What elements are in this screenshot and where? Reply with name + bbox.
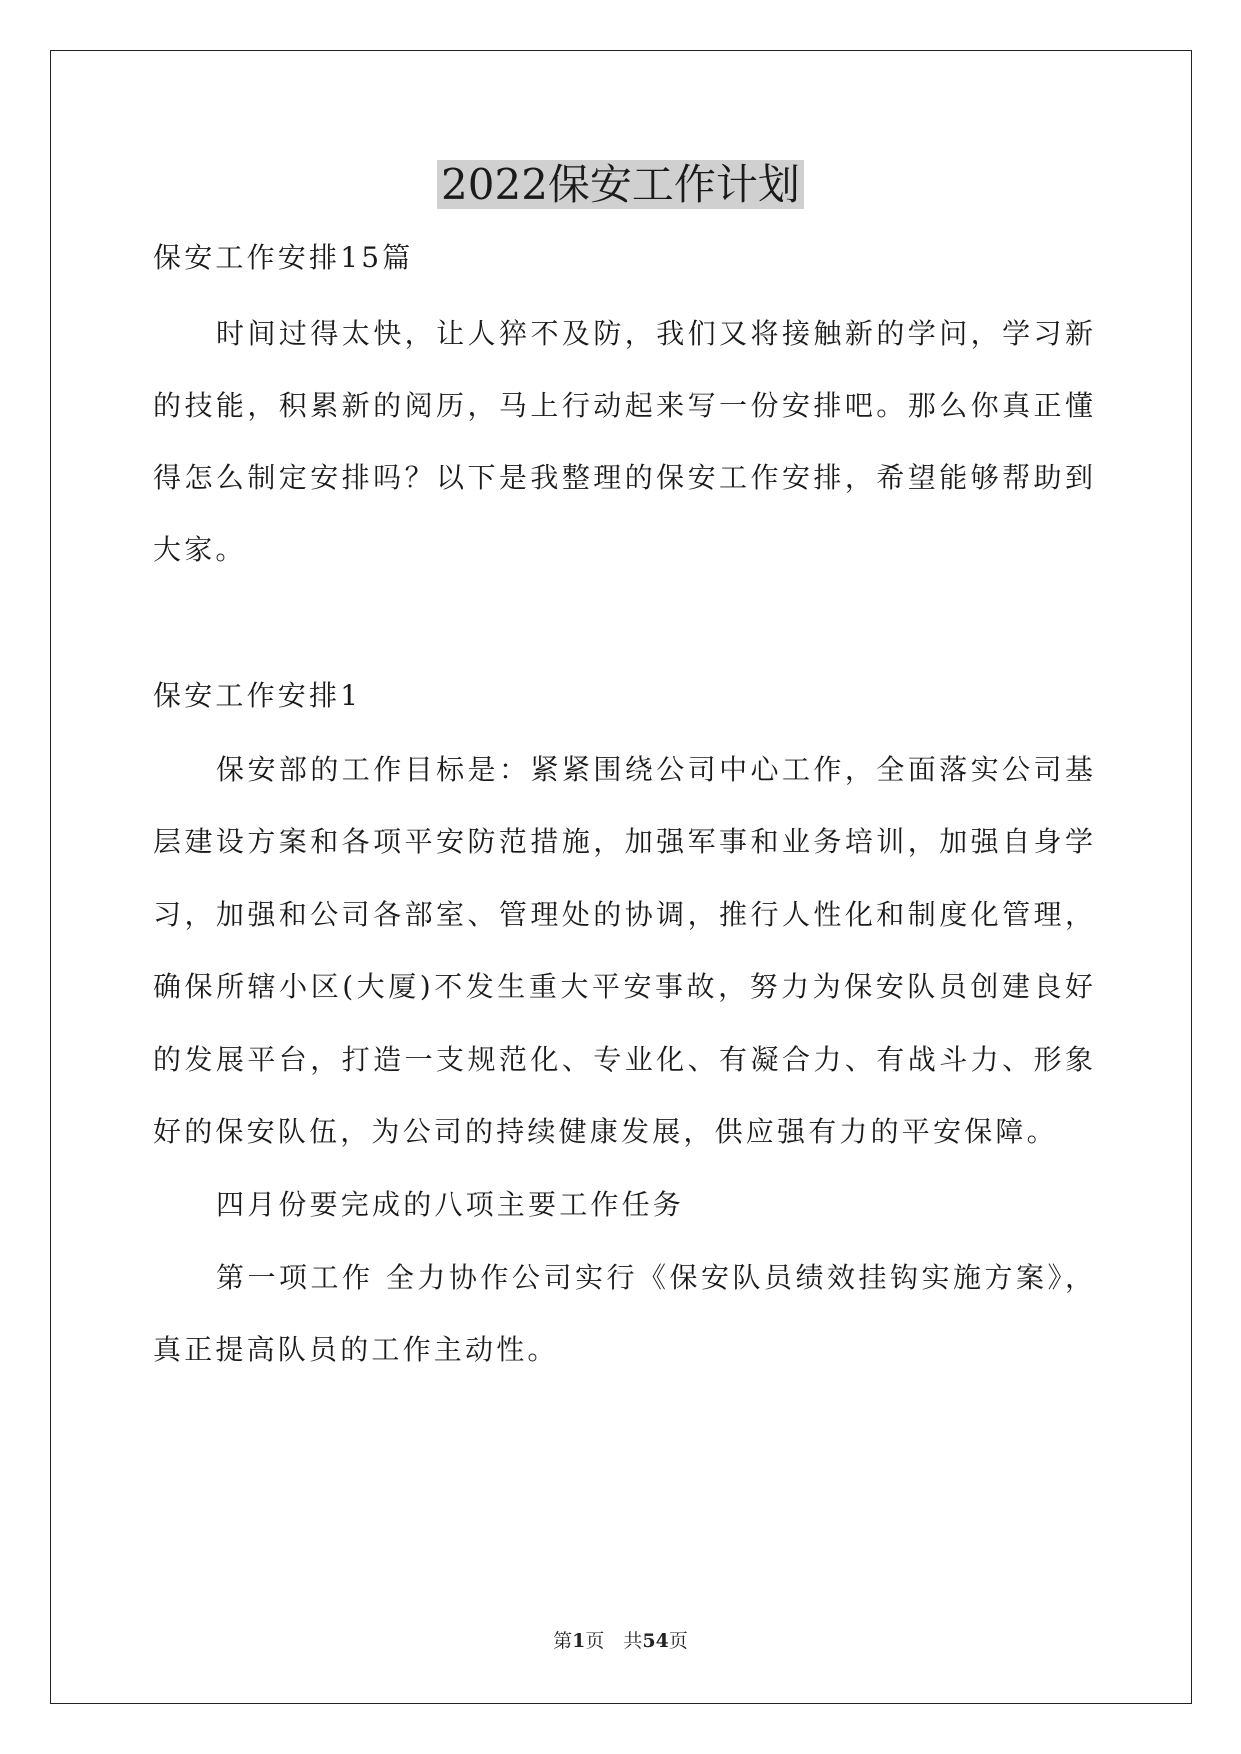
paragraph-line: 真正提高队员的工作主动性。	[153, 1333, 559, 1366]
paragraph-line: 好的保安队伍，为公司的持续健康发展，供应强有力的平安保障。	[153, 1115, 1058, 1148]
total-page-count: 54	[642, 1630, 669, 1652]
page-footer	[0, 1628, 1241, 1654]
paragraph-line: 得怎么制定安排吗？以下是我整理的保安工作安排，希望能够帮助到	[153, 461, 1093, 494]
paragraph-line: 大家。	[153, 533, 247, 566]
footer-suffix: 页	[668, 1630, 688, 1652]
subtitle: 保安工作安排15篇	[153, 241, 414, 274]
section-heading: 保安工作安排1	[153, 679, 362, 712]
paragraph-line: 时间过得太快，让人猝不及防，我们又将接触新的学问，学习新	[216, 317, 1093, 350]
document-title	[0, 156, 1241, 214]
paragraph-line: 的技能，积累新的阅历，马上行动起来写一份安排吧。那么你真正懂	[153, 389, 1093, 422]
paragraph-line: 层建设方案和各项平安防范措施，加强军事和业务培训，加强自身学	[153, 825, 1093, 858]
footer-prefix: 第	[553, 1630, 573, 1652]
paragraph-line: 的发展平台，打造一支规范化、专业化、有凝合力、有战斗力、形象	[153, 1043, 1093, 1076]
paragraph-line: 保安部的工作目标是：紧紧围绕公司中心工作，全面落实公司基	[216, 753, 1093, 786]
current-page-number: 1	[572, 1630, 586, 1652]
footer-mid: 页 共	[585, 1630, 643, 1652]
paragraph-line: 第一项工作 全力协作公司实行《保安队员绩效挂钩实施方案》，	[216, 1261, 1093, 1294]
paragraph-line: 习，加强和公司各部室、管理处的协调，推行人性化和制度化管理，	[153, 898, 1093, 931]
paragraph-line: 确保所辖小区(大厦)不发生重大平安事故，努力为保安队员创建良好	[153, 970, 1093, 1003]
paragraph-line: 四月份要完成的八项主要工作任务	[216, 1188, 685, 1221]
page-border	[50, 50, 1192, 1704]
document-title-text: 2022保安工作计划	[437, 160, 804, 209]
